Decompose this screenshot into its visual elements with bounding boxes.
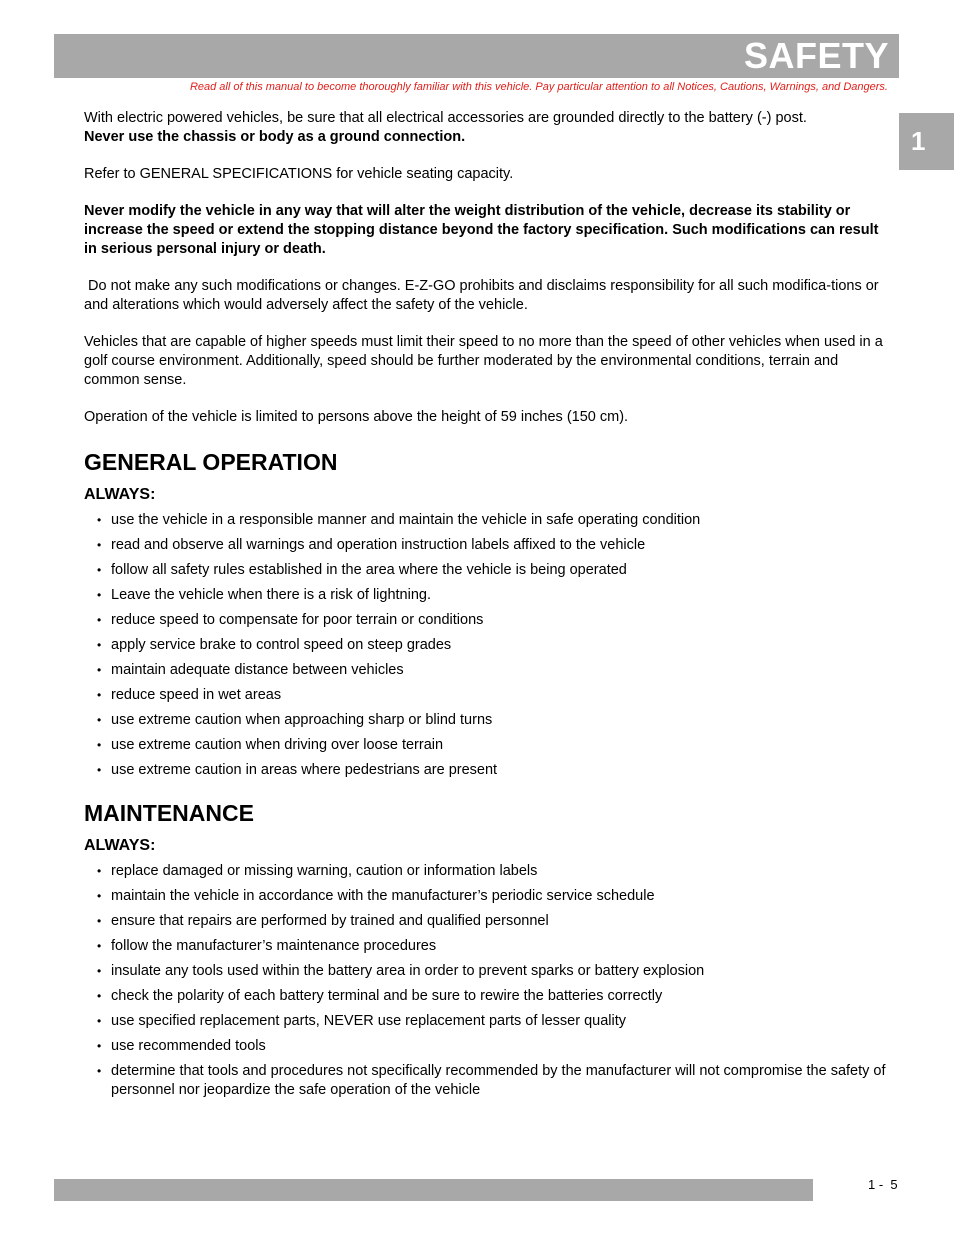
list-item: • use extreme caution in areas where pedestrians are present	[97, 761, 894, 780]
list-item: • maintain adequate distance between vehicles	[97, 661, 894, 680]
header-notice: Read all of this manual to become thoroughly familiar with this vehicle. Pay particular attention to all Notices, Cautions, Warnings, and Dangers.	[189, 81, 888, 93]
general-operation-heading: GENERAL OPERATION	[84, 449, 338, 475]
list-item: • reduce speed to compensate for poor terrain or conditions	[97, 611, 894, 630]
list-item: • replace damaged or missing warning, caution or information labels	[97, 862, 894, 881]
maintenance-always: ALWAYS:	[84, 837, 156, 854]
speed-paragraph: Vehicles that are capable of higher speeds must limit their speed to no more than the speed of other vehicles when used in a golf course environment. Additionally, speed should be further moderated by the environmental conditions, terrain and common sense.	[84, 334, 883, 388]
modification-disclaimer: Do not make any such modifications or changes. E-Z-GO prohibits and disclaims responsibility for all such modifica-tions or and alterations which would adversely affect the safety of the vehicle.	[84, 278, 883, 313]
header-bar	[54, 34, 899, 78]
list-item: • Leave the vehicle when there is a risk of lightning.	[97, 586, 894, 605]
list-item: • check the polarity of each battery terminal and be sure to rewire the batteries correctly	[97, 987, 894, 1006]
grounding-text: With electric powered vehicles, be sure that all electrical accessories are grounded directly to the battery (-) post.	[84, 110, 807, 126]
general-operation-always: ALWAYS:	[84, 486, 156, 503]
list-item: • use specified replacement parts, NEVER use replacement parts of lesser quality	[97, 1012, 894, 1031]
list-item: • use the vehicle in a responsible manner and maintain the vehicle in safe operating condition	[97, 511, 894, 530]
list-item: • ensure that repairs are performed by trained and qualified personnel	[97, 912, 894, 931]
grounding-paragraph	[84, 109, 894, 147]
list-item: • read and observe all warnings and operation instruction labels affixed to the vehicle	[97, 536, 894, 555]
maintenance-list	[97, 862, 894, 1100]
page-title: SAFETY	[743, 35, 889, 76]
page-number: 1 - 5	[868, 1177, 898, 1192]
list-item: • reduce speed in wet areas	[97, 686, 894, 705]
maintenance-heading: MAINTENANCE	[84, 800, 254, 826]
list-item: • use extreme caution when driving over loose terrain	[97, 736, 894, 755]
list-item: • maintain the vehicle in accordance with the manufacturer’s periodic service schedule	[97, 887, 894, 906]
list-item: • follow the manufacturer’s maintenance procedures	[97, 937, 894, 956]
list-item: • use extreme caution when approaching sharp or blind turns	[97, 711, 894, 730]
list-item: • apply service brake to control speed on steep grades	[97, 636, 894, 655]
page-content	[84, 109, 894, 1106]
list-item: • insulate any tools used within the battery area in order to prevent sparks or battery explosion	[97, 962, 894, 981]
footer-bar	[54, 1179, 813, 1201]
chapter-tab: 1	[899, 113, 954, 170]
list-item: • determine that tools and procedures not specifically recommended by the manufacturer will not compromise the safety of personnel nor jeopardize the safe operation of the vehicle	[97, 1062, 894, 1100]
general-operation-list	[97, 511, 894, 780]
grounding-warning: Never use the chassis or body as a ground connection.	[84, 129, 466, 145]
modification-warning: Never modify the vehicle in any way that will alter the weight distribution of the vehicle, decrease its stability or increase the speed or extend the stopping distance beyond the factory specification. Such modifications can result in serious personal injury or death.	[84, 203, 879, 257]
list-item: • follow all safety rules established in the area where the vehicle is being operated	[97, 561, 894, 580]
seating-paragraph: Refer to GENERAL SPECIFICATIONS for vehicle seating capacity.	[84, 166, 514, 182]
height-paragraph: Operation of the vehicle is limited to persons above the height of 59 inches (150 cm).	[84, 409, 629, 425]
list-item: • use recommended tools	[97, 1037, 894, 1056]
